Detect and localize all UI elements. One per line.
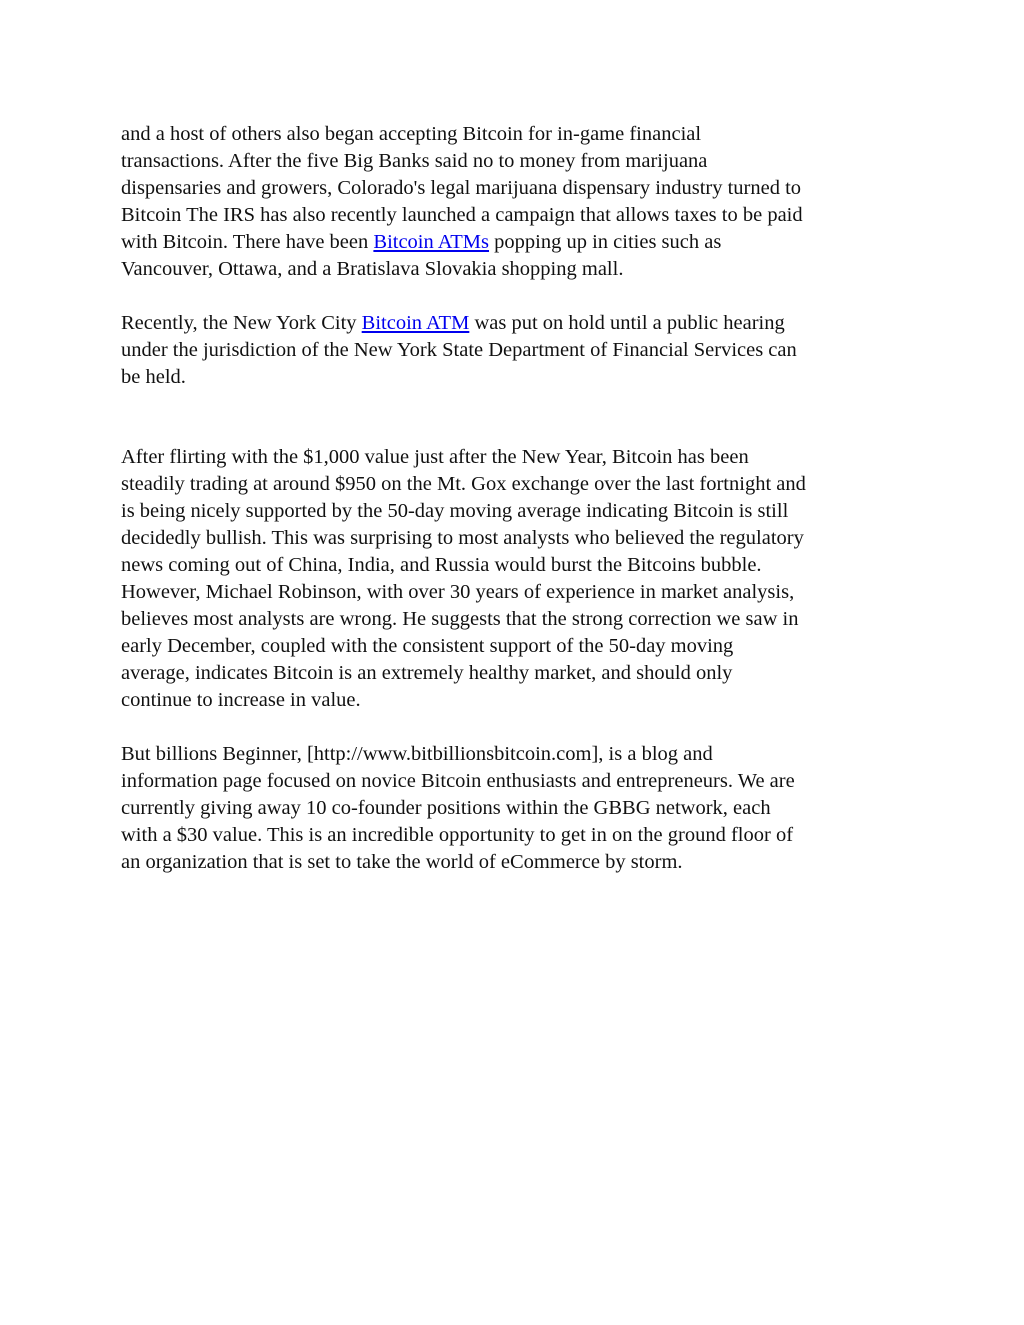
paragraph-spacer	[121, 391, 921, 444]
text-line: currently giving away 10 co-founder positions within the GBBG network, each	[121, 797, 771, 819]
text-line: is being nicely supported by the 50-day moving average indicating Bitcoin is still	[121, 500, 789, 522]
paragraph-market-analysis	[121, 444, 921, 714]
text-segment: with Bitcoin. There have been	[121, 231, 374, 253]
text-line: After flirting with the $1,000 value just after the New Year, Bitcoin has been	[121, 446, 749, 468]
text-line: steadily trading at around $950 on the Mt. Gox exchange over the last fortnight and	[121, 473, 806, 495]
text-line: with a $30 value. This is an incredible opportunity to get in on the ground floor of	[121, 824, 794, 846]
text-line: However, Michael Robinson, with over 30 years of experience in market analysis,	[121, 581, 795, 603]
bitcoin-atm-link[interactable]: Bitcoin ATM	[361, 312, 470, 334]
text-line: early December, coupled with the consistent support of the 50-day moving	[121, 635, 734, 657]
text-line: But billions Beginner, [http://www.bitbillionsbitcoin.com], is a blog and	[121, 743, 713, 765]
text-line: continue to increase in value.	[121, 689, 361, 711]
paragraph-spacer	[121, 283, 921, 310]
text-segment: popping up in cities such as	[489, 231, 722, 253]
text-line: news coming out of China, India, and Russia would burst the Bitcoins bubble.	[121, 554, 762, 576]
text-line: average, indicates Bitcoin is an extremely healthy market, and should only	[121, 662, 733, 684]
text-line: and a host of others also began accepting Bitcoin for in-game financial	[121, 123, 702, 145]
text-line: Bitcoin The IRS has also recently launched a campaign that allows taxes to be paid	[121, 204, 803, 226]
text-line: under the jurisdiction of the New York State Department of Financial Services can	[121, 339, 797, 361]
text-line: information page focused on novice Bitcoin enthusiasts and entrepreneurs. We are	[121, 770, 795, 792]
text-line: transactions. After the five Big Banks said no to money from marijuana	[121, 150, 708, 172]
text-line: an organization that is set to take the world of eCommerce by storm.	[121, 851, 683, 873]
text-line	[121, 310, 921, 337]
text-segment: was put on hold until a public hearing	[469, 312, 785, 334]
paragraph-spacer	[121, 714, 921, 741]
bitcoin-atms-link[interactable]: Bitcoin ATMs	[373, 231, 490, 253]
paragraph-bitcoin-adoption	[121, 121, 921, 283]
text-line: believes most analysts are wrong. He suggests that the strong correction we saw in	[121, 608, 799, 630]
text-line	[121, 229, 921, 256]
text-line: Vancouver, Ottawa, and a Bratislava Slovakia shopping mall.	[121, 258, 624, 280]
paragraph-nyc-atm	[121, 310, 921, 391]
text-line: dispensaries and growers, Colorado's legal marijuana dispensary industry turned to	[121, 177, 802, 199]
document-page	[121, 121, 921, 876]
text-line: be held.	[121, 366, 186, 388]
paragraph-beginner-promo	[121, 741, 921, 876]
text-segment: Recently, the New York City	[121, 312, 362, 334]
text-line: decidedly bullish. This was surprising to most analysts who believed the regulatory	[121, 527, 804, 549]
